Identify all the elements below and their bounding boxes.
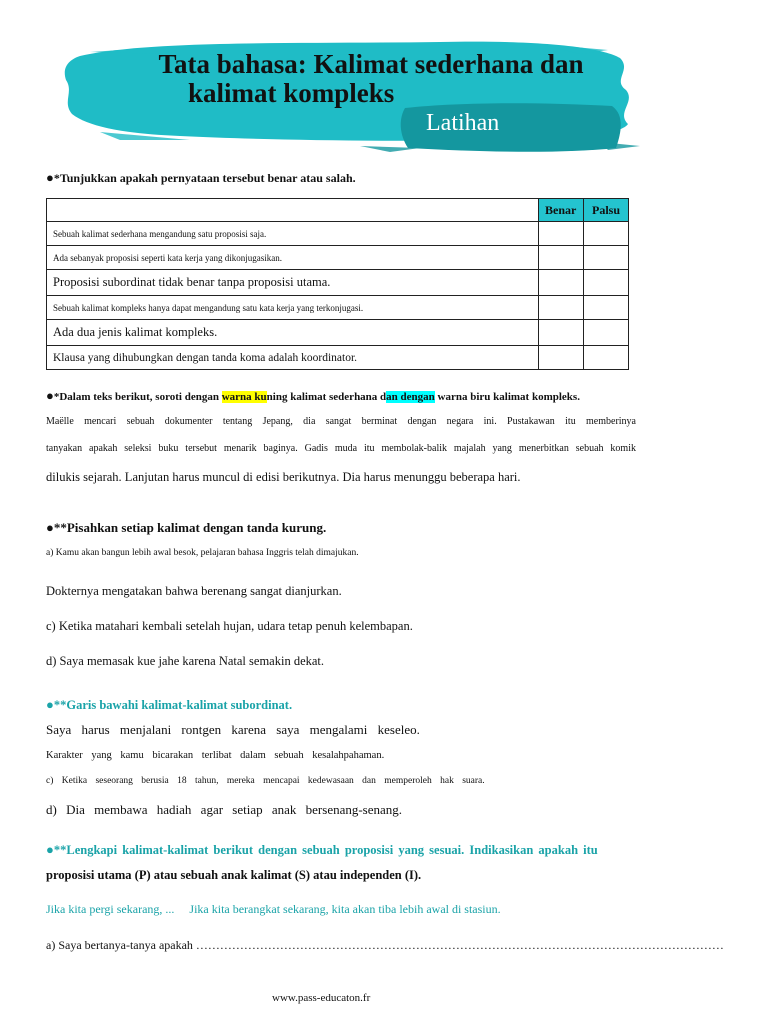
statement-cell: Proposisi subordinat tidak benar tanpa proposisi utama.: [47, 270, 539, 296]
q4-item-d: d) Dia membawa hadiah agar setiap anak bersenang-senang.: [46, 802, 403, 817]
false-checkbox-cell[interactable]: [584, 246, 629, 270]
question-4-prompt: ●**Garis bawahi kalimat-kalimat subordinat.: [46, 697, 293, 712]
question-5-prompt-line-2: proposisi utama (P) atau sebuah anak kalimat (S) atau independen (I).: [46, 868, 422, 882]
true-checkbox-cell[interactable]: [539, 320, 584, 346]
true-checkbox-cell[interactable]: [539, 296, 584, 320]
statement-cell: Ada dua jenis kalimat kompleks.: [47, 320, 539, 346]
table-row: [47, 246, 629, 270]
true-false-table: [46, 198, 629, 370]
table-header-row: [47, 199, 629, 222]
question-5-prompt-line-1: ●**Lengkapi kalimat-kalimat berikut dengan sebuah proposisi yang sesuai. Indikasikan apakah itu: [46, 842, 598, 857]
question-1-prompt: ●*Tunjukkan apakah pernyataan tersebut benar atau salah.: [46, 170, 356, 185]
bullet-icon: ●: [46, 388, 54, 403]
passage-line-3: dilukis sejarah. Lanjutan harus muncul di edisi berikutnya. Dia harus menunggu beberapa hari.: [46, 470, 521, 484]
q5-item-a: a) Saya bertanya-tanya apakah ……………………………………………………………………………………………………………………: [46, 938, 724, 952]
q4-item-a: Saya harus menjalani rontgen karena saya mengalami keseleo.: [46, 722, 420, 737]
page-subtitle: Latihan: [426, 110, 500, 136]
table-row: [47, 222, 629, 246]
q4-item-b: Karakter yang kamu bicarakan terlibat dalam sebuah kesalahpahaman.: [46, 750, 385, 761]
q3-item-c: c) Ketika matahari kembali setelah hujan, udara tetap penuh kelembapan.: [46, 619, 413, 633]
true-checkbox-cell[interactable]: [539, 246, 584, 270]
q3-item-a: a) Kamu akan bangun lebih awal besok, pelajaran bahasa Inggris telah dimajukan.: [46, 548, 359, 558]
true-checkbox-cell[interactable]: [539, 346, 584, 370]
table-header-false: Palsu: [584, 199, 629, 222]
q5-example: Jika kita pergi sekarang, ... Jika kita berangkat sekarang, kita akan tiba lebih awal di stasiun.: [46, 902, 501, 916]
q3-item-b: Dokternya mengatakan bahwa berenang sangat dianjurkan.: [46, 584, 342, 598]
false-checkbox-cell[interactable]: [584, 346, 629, 370]
false-checkbox-cell[interactable]: [584, 270, 629, 296]
statement-cell: Sebuah kalimat kompleks hanya dapat mengandung satu kata kerja yang terkonjugasi.: [47, 296, 539, 320]
passage-line-1: Maëlle mencari sebuah dokumenter tentang Jepang, dia sangat berminat dengan negara ini. Pustakawan itu memberinya: [46, 416, 636, 427]
false-checkbox-cell[interactable]: [584, 222, 629, 246]
bullet-icon: ●: [46, 520, 54, 535]
bullet-icon: ●: [46, 170, 54, 185]
table-header-true: Benar: [539, 199, 584, 222]
q3-item-d: d) Saya memasak kue jahe karena Natal semakin dekat.: [46, 654, 325, 668]
bullet-icon: ●: [46, 697, 54, 712]
q4-item-c: c) Ketika seseorang berusia 18 tahun, mereka mencapai kedewasaan dan memperoleh hak suara.: [46, 776, 485, 786]
true-checkbox-cell[interactable]: [539, 270, 584, 296]
table-row: [47, 270, 629, 296]
statement-cell: Sebuah kalimat sederhana mengandung satu proposisi saja.: [47, 222, 539, 246]
statement-cell: Ada sebanyak proposisi seperti kata kerja yang dikonjugasikan.: [47, 246, 539, 270]
footer-url: www.pass-educaton.fr: [272, 992, 371, 1004]
passage-line-2: tanyakan apakah seleksi buku tersebut menarik baginya. Gadis muda itu membolak-balik majalah yang menerbitkan sebuah komik: [46, 443, 636, 454]
table-row: [47, 296, 629, 320]
table-header-statement: [47, 199, 539, 222]
true-checkbox-cell[interactable]: [539, 222, 584, 246]
header-banner: [60, 36, 650, 166]
page-title: Tata bahasa: Kalimat sederhana dan kalimat kompleks: [158, 49, 584, 108]
false-checkbox-cell[interactable]: [584, 296, 629, 320]
false-checkbox-cell[interactable]: [584, 320, 629, 346]
question-2-prompt: ●*Dalam teks berikut, soroti dengan warna kuning kalimat sederhana dan dengan warna biru kalimat kompleks.: [46, 388, 580, 403]
table-row: [47, 346, 629, 370]
statement-cell: Klausa yang dihubungkan dengan tanda koma adalah koordinator.: [47, 346, 539, 370]
table-row: [47, 320, 629, 346]
question-3-prompt: ●**Pisahkan setiap kalimat dengan tanda kurung.: [46, 520, 327, 535]
bullet-icon: ●: [46, 842, 54, 857]
